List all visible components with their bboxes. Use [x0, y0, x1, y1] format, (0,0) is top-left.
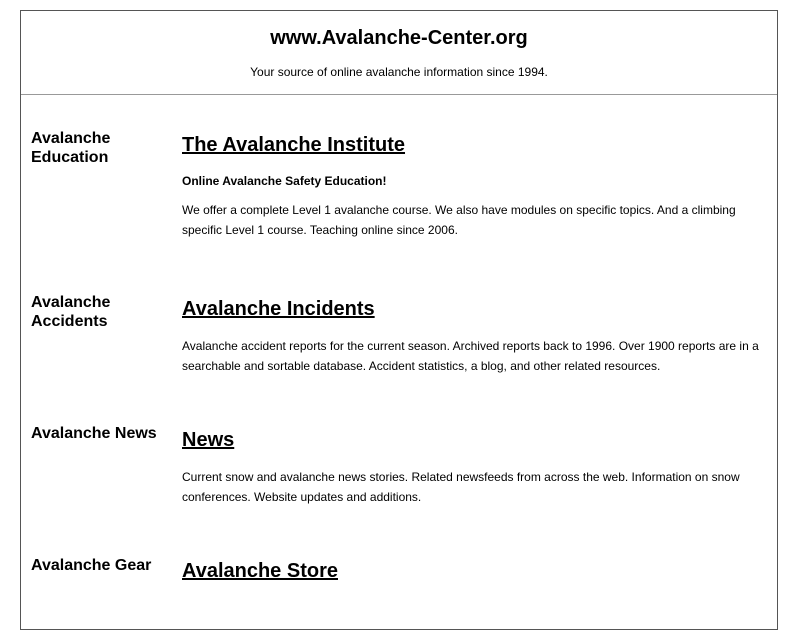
section-body-accidents	[182, 293, 767, 376]
section-label-accidents: Avalanche Accidents	[31, 294, 111, 330]
avalanche-incidents-link[interactable]: Avalanche Incidents	[182, 298, 375, 320]
section-body-gear	[182, 556, 767, 583]
section-text-accidents: Avalanche accident reports for the current season. Archived reports back to 1996. Over 1900 reports are in a searchable and sortable database. Accident statistics, a blog, and other related resources.	[182, 339, 759, 373]
site-header	[21, 11, 777, 95]
section-label-education: Avalanche Education	[31, 130, 111, 166]
site-title: www.Avalanche-Center.org	[270, 27, 528, 49]
section-body-news	[182, 424, 767, 507]
section-text-education: We offer a complete Level 1 avalanche course. We also have modules on specific topics. And a climbing specific Level 1 course. Teaching online since 2006.	[182, 203, 736, 237]
avalanche-store-link[interactable]: Avalanche Store	[182, 560, 338, 582]
page-container	[20, 10, 778, 630]
site-tagline: Your source of online avalanche information since 1994.	[250, 65, 548, 79]
news-link[interactable]: News	[182, 429, 235, 451]
section-label-news: Avalanche News	[31, 425, 157, 442]
section-text-news: Current snow and avalanche news stories. Related newsfeeds from across the web. Information on snow conferences. Website updates and additions.	[182, 470, 740, 504]
section-label-gear: Avalanche Gear	[31, 557, 152, 574]
section-body-education	[182, 129, 767, 240]
section-subtitle-education: Online Avalanche Safety Education!	[182, 174, 387, 188]
avalanche-institute-link[interactable]: The Avalanche Institute	[182, 134, 406, 156]
